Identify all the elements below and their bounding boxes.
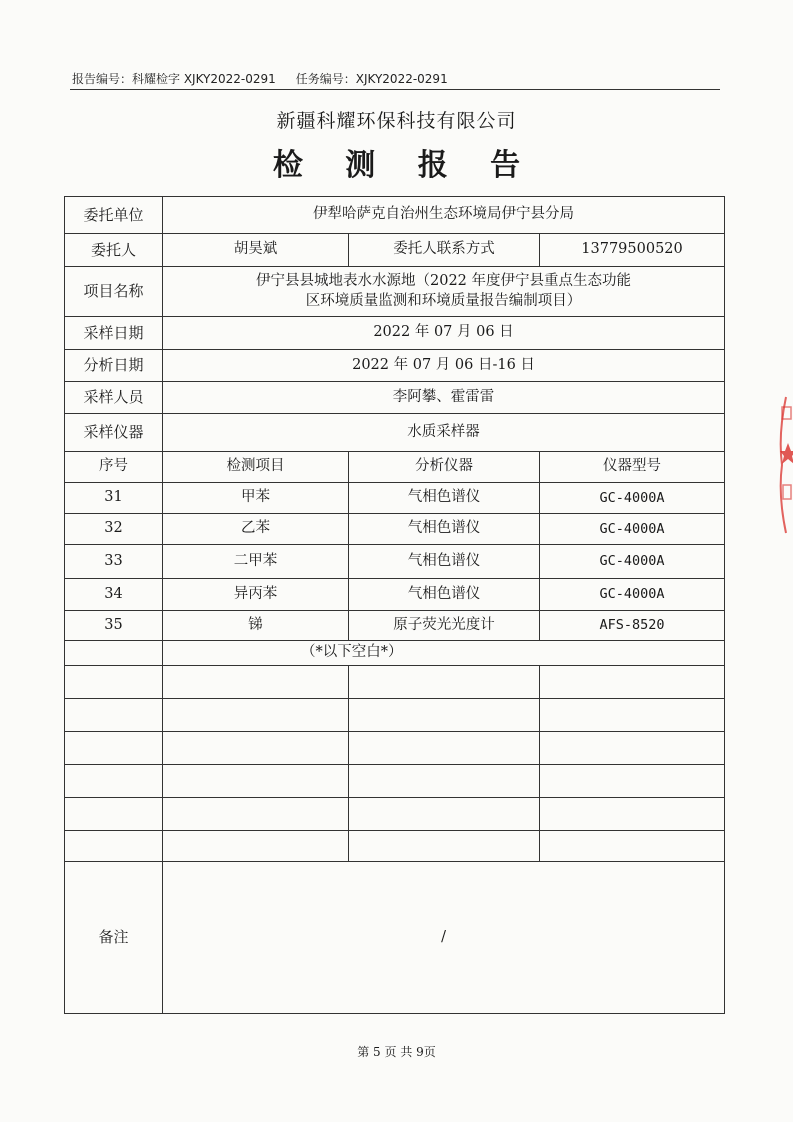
sampling-date-label: 采样日期 [65, 317, 163, 350]
contact-method-label: 委托人联系方式 [349, 234, 540, 267]
sampling-date-row [65, 317, 725, 350]
header-cell: 分析仪器 [349, 452, 540, 483]
test-item: 二甲苯 [163, 545, 349, 579]
project-row [65, 267, 725, 317]
remarks-row [65, 862, 725, 1014]
instrument-value: 水质采样器 [163, 414, 725, 452]
remarks-value: / [163, 862, 725, 1014]
empty-row [65, 666, 725, 699]
red-seal-stamp [772, 395, 793, 535]
empty-row [65, 831, 725, 862]
row-number: 34 [65, 579, 163, 611]
instrument-label: 采样仪器 [65, 414, 163, 452]
analysis-date-label: 分析日期 [65, 350, 163, 382]
row-number: 33 [65, 545, 163, 579]
empty-row [65, 732, 725, 765]
task-number: 任务编号：XJKY2022-0291 [295, 72, 448, 86]
sampling-date-value: 2022 年 07 月 06 日 [163, 317, 725, 350]
analysis-instrument: 原子荧光光度计 [349, 611, 540, 641]
empty-row [65, 699, 725, 732]
sampler-value: 李阿攀、霍雷雷 [163, 382, 725, 414]
analysis-date-row [65, 350, 725, 382]
project-line-2: 区环境质量监测和环境质量报告编制项目） [305, 292, 582, 309]
contact-person-value: 胡昊斌 [163, 234, 349, 267]
table-header-row [65, 452, 725, 483]
table-row [65, 611, 725, 641]
test-item: 乙苯 [163, 514, 349, 545]
instrument-model: AFS-8520 [540, 611, 725, 641]
sampler-row [65, 382, 725, 414]
analysis-instrument: 气相色谱仪 [349, 514, 540, 545]
table-row [65, 545, 725, 579]
header-divider [70, 89, 720, 90]
test-item: 锑 [163, 611, 349, 641]
test-item: 甲苯 [163, 483, 349, 514]
test-item: 异丙苯 [163, 579, 349, 611]
header-cell: 检测项目 [163, 452, 349, 483]
sampler-label: 采样人员 [65, 382, 163, 414]
empty-cell [65, 641, 163, 666]
report-table [64, 196, 725, 1014]
analysis-instrument: 气相色谱仪 [349, 483, 540, 514]
company-name: 新疆科耀环保科技有限公司 [276, 110, 517, 132]
remarks-label: 备注 [65, 862, 163, 1014]
contact-row [65, 234, 725, 267]
project-line-1: 伊宁县县城地表水水源地（2022 年度伊宁县重点生态功能 [256, 272, 632, 289]
contact-person-label: 委托人 [65, 234, 163, 267]
analysis-date-value: 2022 年 07 月 06 日-16 日 [163, 350, 725, 382]
row-number: 35 [65, 611, 163, 641]
analysis-instrument: 气相色谱仪 [349, 545, 540, 579]
table-row [65, 483, 725, 514]
report-title: 检 测 报 告 [272, 148, 537, 183]
instrument-row [65, 414, 725, 452]
instrument-model: GC-4000A [540, 514, 725, 545]
row-number: 31 [65, 483, 163, 514]
client-label: 委托单位 [65, 197, 163, 234]
analysis-instrument: 气相色谱仪 [349, 579, 540, 611]
project-label: 项目名称 [65, 267, 163, 317]
instrument-model: GC-4000A [540, 483, 725, 514]
contact-method-value: 13779500520 [540, 234, 725, 267]
empty-row [65, 798, 725, 831]
blank-note-row [65, 641, 725, 666]
page-footer: 第 5 页 共 9页 [357, 1045, 436, 1059]
instrument-model: GC-4000A [540, 545, 725, 579]
seal-stamp-graphic [772, 395, 793, 535]
table-row [65, 579, 725, 611]
client-value: 伊犁哈萨克自治州生态环境局伊宁县分局 [163, 197, 725, 234]
project-value [163, 267, 725, 317]
empty-row [65, 765, 725, 798]
header-cell: 仪器型号 [540, 452, 725, 483]
report-header [72, 70, 448, 87]
report-number: 报告编号：科耀检字 XJKY2022-0291 [72, 72, 276, 86]
instrument-model: GC-4000A [540, 579, 725, 611]
client-row [65, 197, 725, 234]
blank-note: （*以下空白*） [163, 641, 725, 666]
header-cell: 序号 [65, 452, 163, 483]
table-row [65, 514, 725, 545]
row-number: 32 [65, 514, 163, 545]
